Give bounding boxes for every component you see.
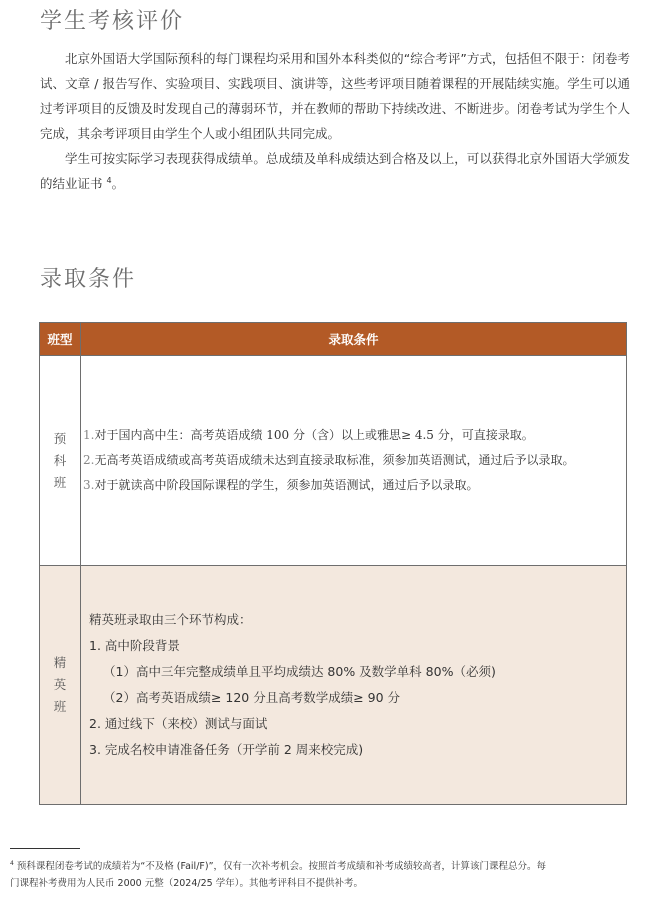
- admission-table: [39, 322, 627, 805]
- elite-step-1a: （1）高中三年完整成绩单且平均成绩达 80% 及数学单科 80%（必须): [103, 664, 496, 679]
- paragraph-2-text: 学生可按实际学习表现获得成绩单。总成绩及单科成绩达到合格及以上，可以获得北京外国语大学颁发的结业证书: [40, 151, 630, 191]
- list-text: 对于就读高中阶段国际课程的学生，须参加英语测试，通过后予以录取。: [94, 478, 479, 492]
- elite-step-1b: （2）高考英语成绩≥ 120 分且高考数学成绩≥ 90 分: [103, 690, 401, 705]
- paragraph-2-end: 。: [111, 176, 125, 191]
- table-row-foundation: [40, 356, 627, 566]
- class-type-foundation: [40, 356, 81, 566]
- table-header-row: [40, 323, 627, 356]
- footnote-line-2: 门课程补考费用为人民币 2000 元整（2024/25 学年）。其他考评科目不提供补考。: [10, 878, 363, 889]
- list-text: 对于国内高中生：高考英语成绩 100 分（含）以上或雅思≥ 4.5 分，可直接录取。: [94, 428, 534, 442]
- elite-step-2: 2. 通过线下（来校）测试与面试: [89, 716, 268, 731]
- column-header-type: 班型: [40, 323, 81, 356]
- footnote-divider: [10, 848, 80, 849]
- list-text: 无高考英语成绩或高考英语成绩未达到直接录取标准，须参加英语测试，通过后予以录取。: [94, 453, 575, 467]
- requirements-foundation: [81, 356, 627, 566]
- elite-step-1: 1. 高中阶段背景: [89, 638, 180, 653]
- assessment-heading: 学生考核评价: [40, 9, 185, 34]
- elite-step-3: 3. 完成名校申请准备任务（开学前 2 周来校完成): [89, 742, 364, 757]
- list-number: 2.: [83, 453, 95, 467]
- list-number: 3.: [83, 478, 95, 492]
- class-type-label: 精英班: [53, 655, 67, 714]
- elite-list: [81, 607, 626, 763]
- table-row-elite: [40, 566, 627, 805]
- column-header-requirements: 录取条件: [81, 323, 627, 356]
- footnote-mark: 4: [10, 859, 14, 867]
- footnote-text-1: 预科课程闭卷考试的成绩若为“不及格 (Fail/F)”，仅有一次补考机会。按照首考成绩和补考成绩较高者，计算该门课程总分。每: [16, 861, 546, 872]
- list-item: [83, 448, 626, 473]
- assessment-paragraph-1: 北京外国语大学国际预科的每门课程均采用和国外本科类似的“综合考评”方式，包括但不限于：闭卷考试、文章 / 报告写作、实验项目、实践项目、演讲等，这些考评项目随着课程的开展陆续实施。学生可以通过考评项目的反馈及时发现自己的薄弱环节，并在教师的帮助下持续改进、不断进步。闭卷考试为学生个人完成，其余考评项目由学生个人或小组团队共同完成。: [40, 51, 630, 141]
- footnote-ref[interactable]: 4: [106, 175, 112, 185]
- footnote: [10, 858, 630, 892]
- foundation-list: [81, 423, 626, 498]
- elite-intro: 精英班录取由三个环节构成：: [89, 612, 252, 627]
- requirements-elite: [81, 566, 627, 805]
- class-type-elite: [40, 566, 81, 805]
- assessment-body: [40, 46, 630, 196]
- class-type-label: 预科班: [53, 430, 67, 490]
- list-item: [83, 423, 626, 448]
- list-item: [83, 473, 626, 498]
- admission-heading: 录取条件: [40, 267, 137, 292]
- assessment-paragraph-2: [40, 146, 630, 196]
- footnote-line-1: [10, 858, 630, 875]
- list-number: 1.: [83, 428, 95, 442]
